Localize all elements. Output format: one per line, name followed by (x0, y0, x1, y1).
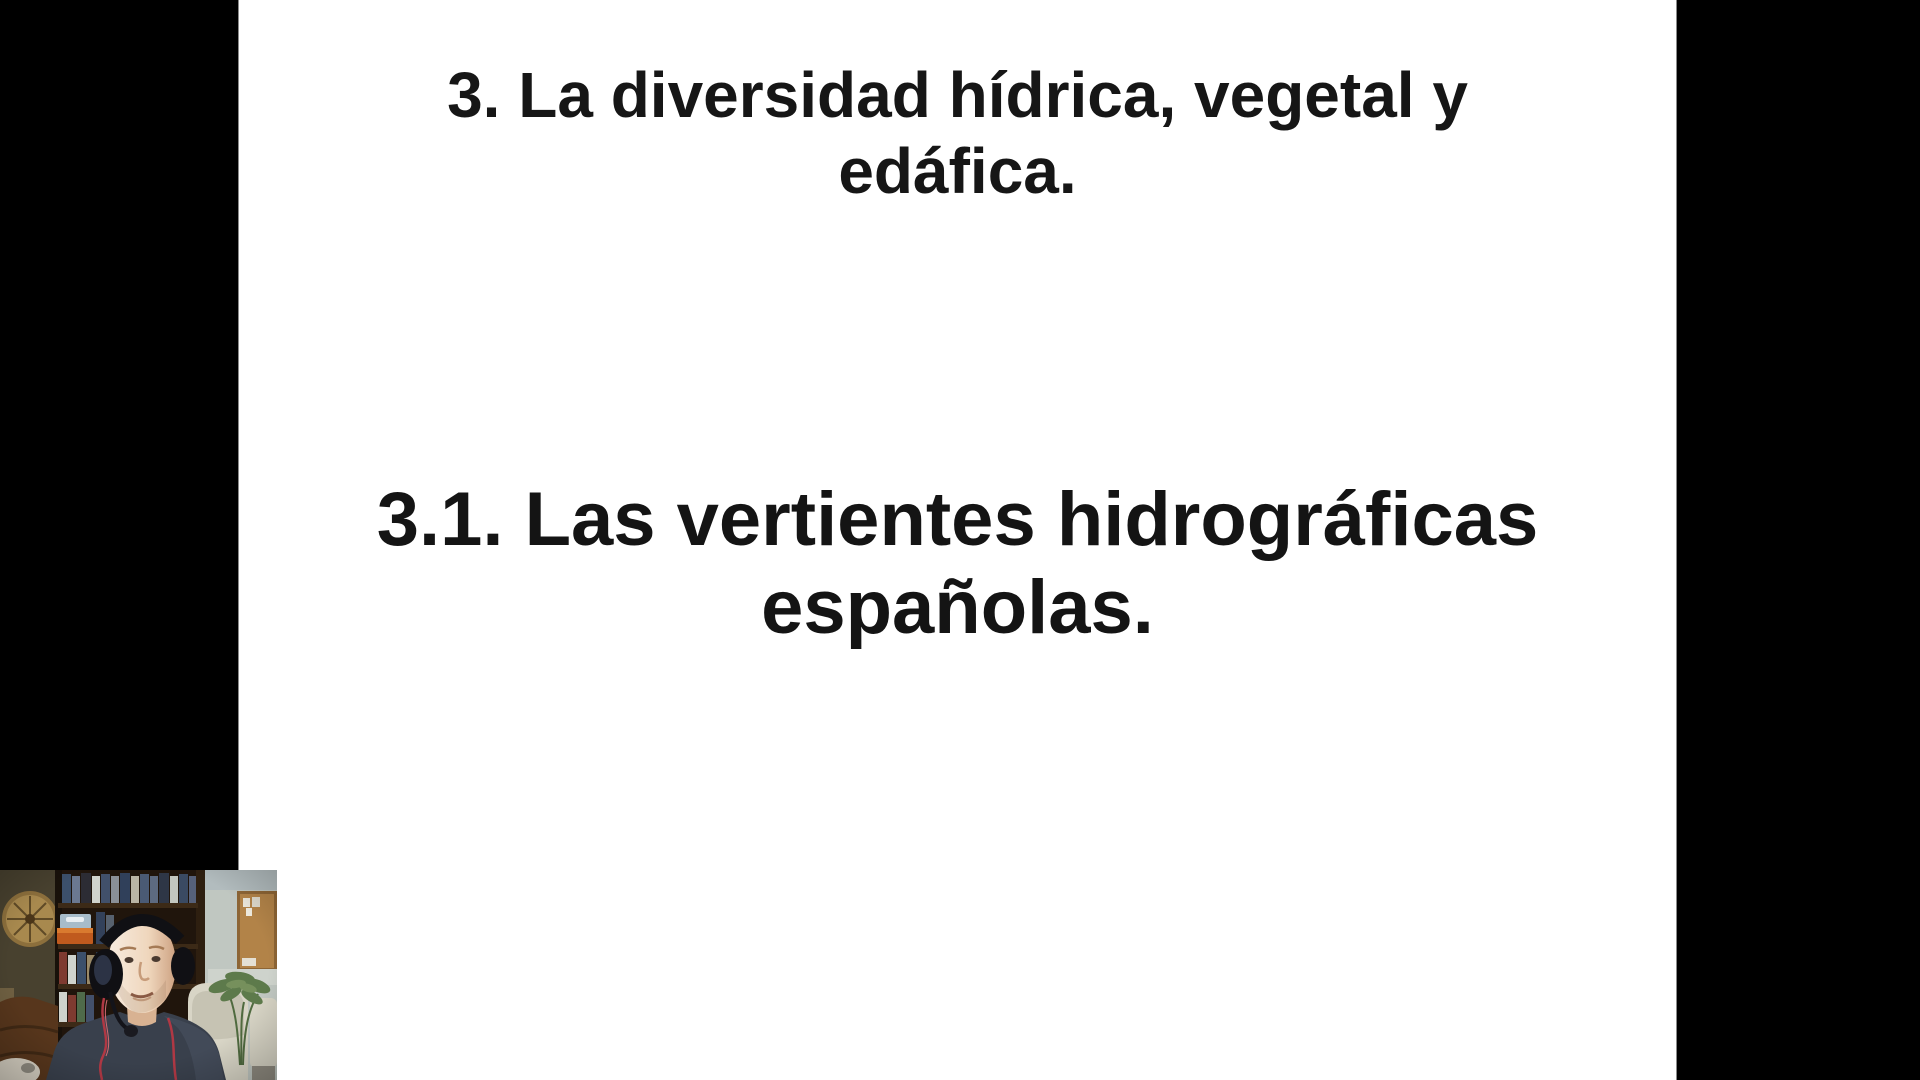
slide-title-line2: edáfica. (838, 135, 1077, 207)
webcam-scene (0, 870, 277, 1080)
slide-subtitle-line1: 3.1. Las vertientes hidrográficas (376, 477, 1539, 562)
slide-subtitle (239, 476, 1676, 652)
webcam-overlay (0, 870, 277, 1080)
presentation-slide (238, 0, 1677, 1080)
vignette (0, 870, 277, 1080)
letterbox-right (1677, 0, 1920, 1080)
slide-title (239, 57, 1676, 209)
slide-title-line1: 3. La diversidad hídrica, vegetal y (447, 59, 1468, 131)
slide-subtitle-line2: españolas. (761, 565, 1154, 650)
